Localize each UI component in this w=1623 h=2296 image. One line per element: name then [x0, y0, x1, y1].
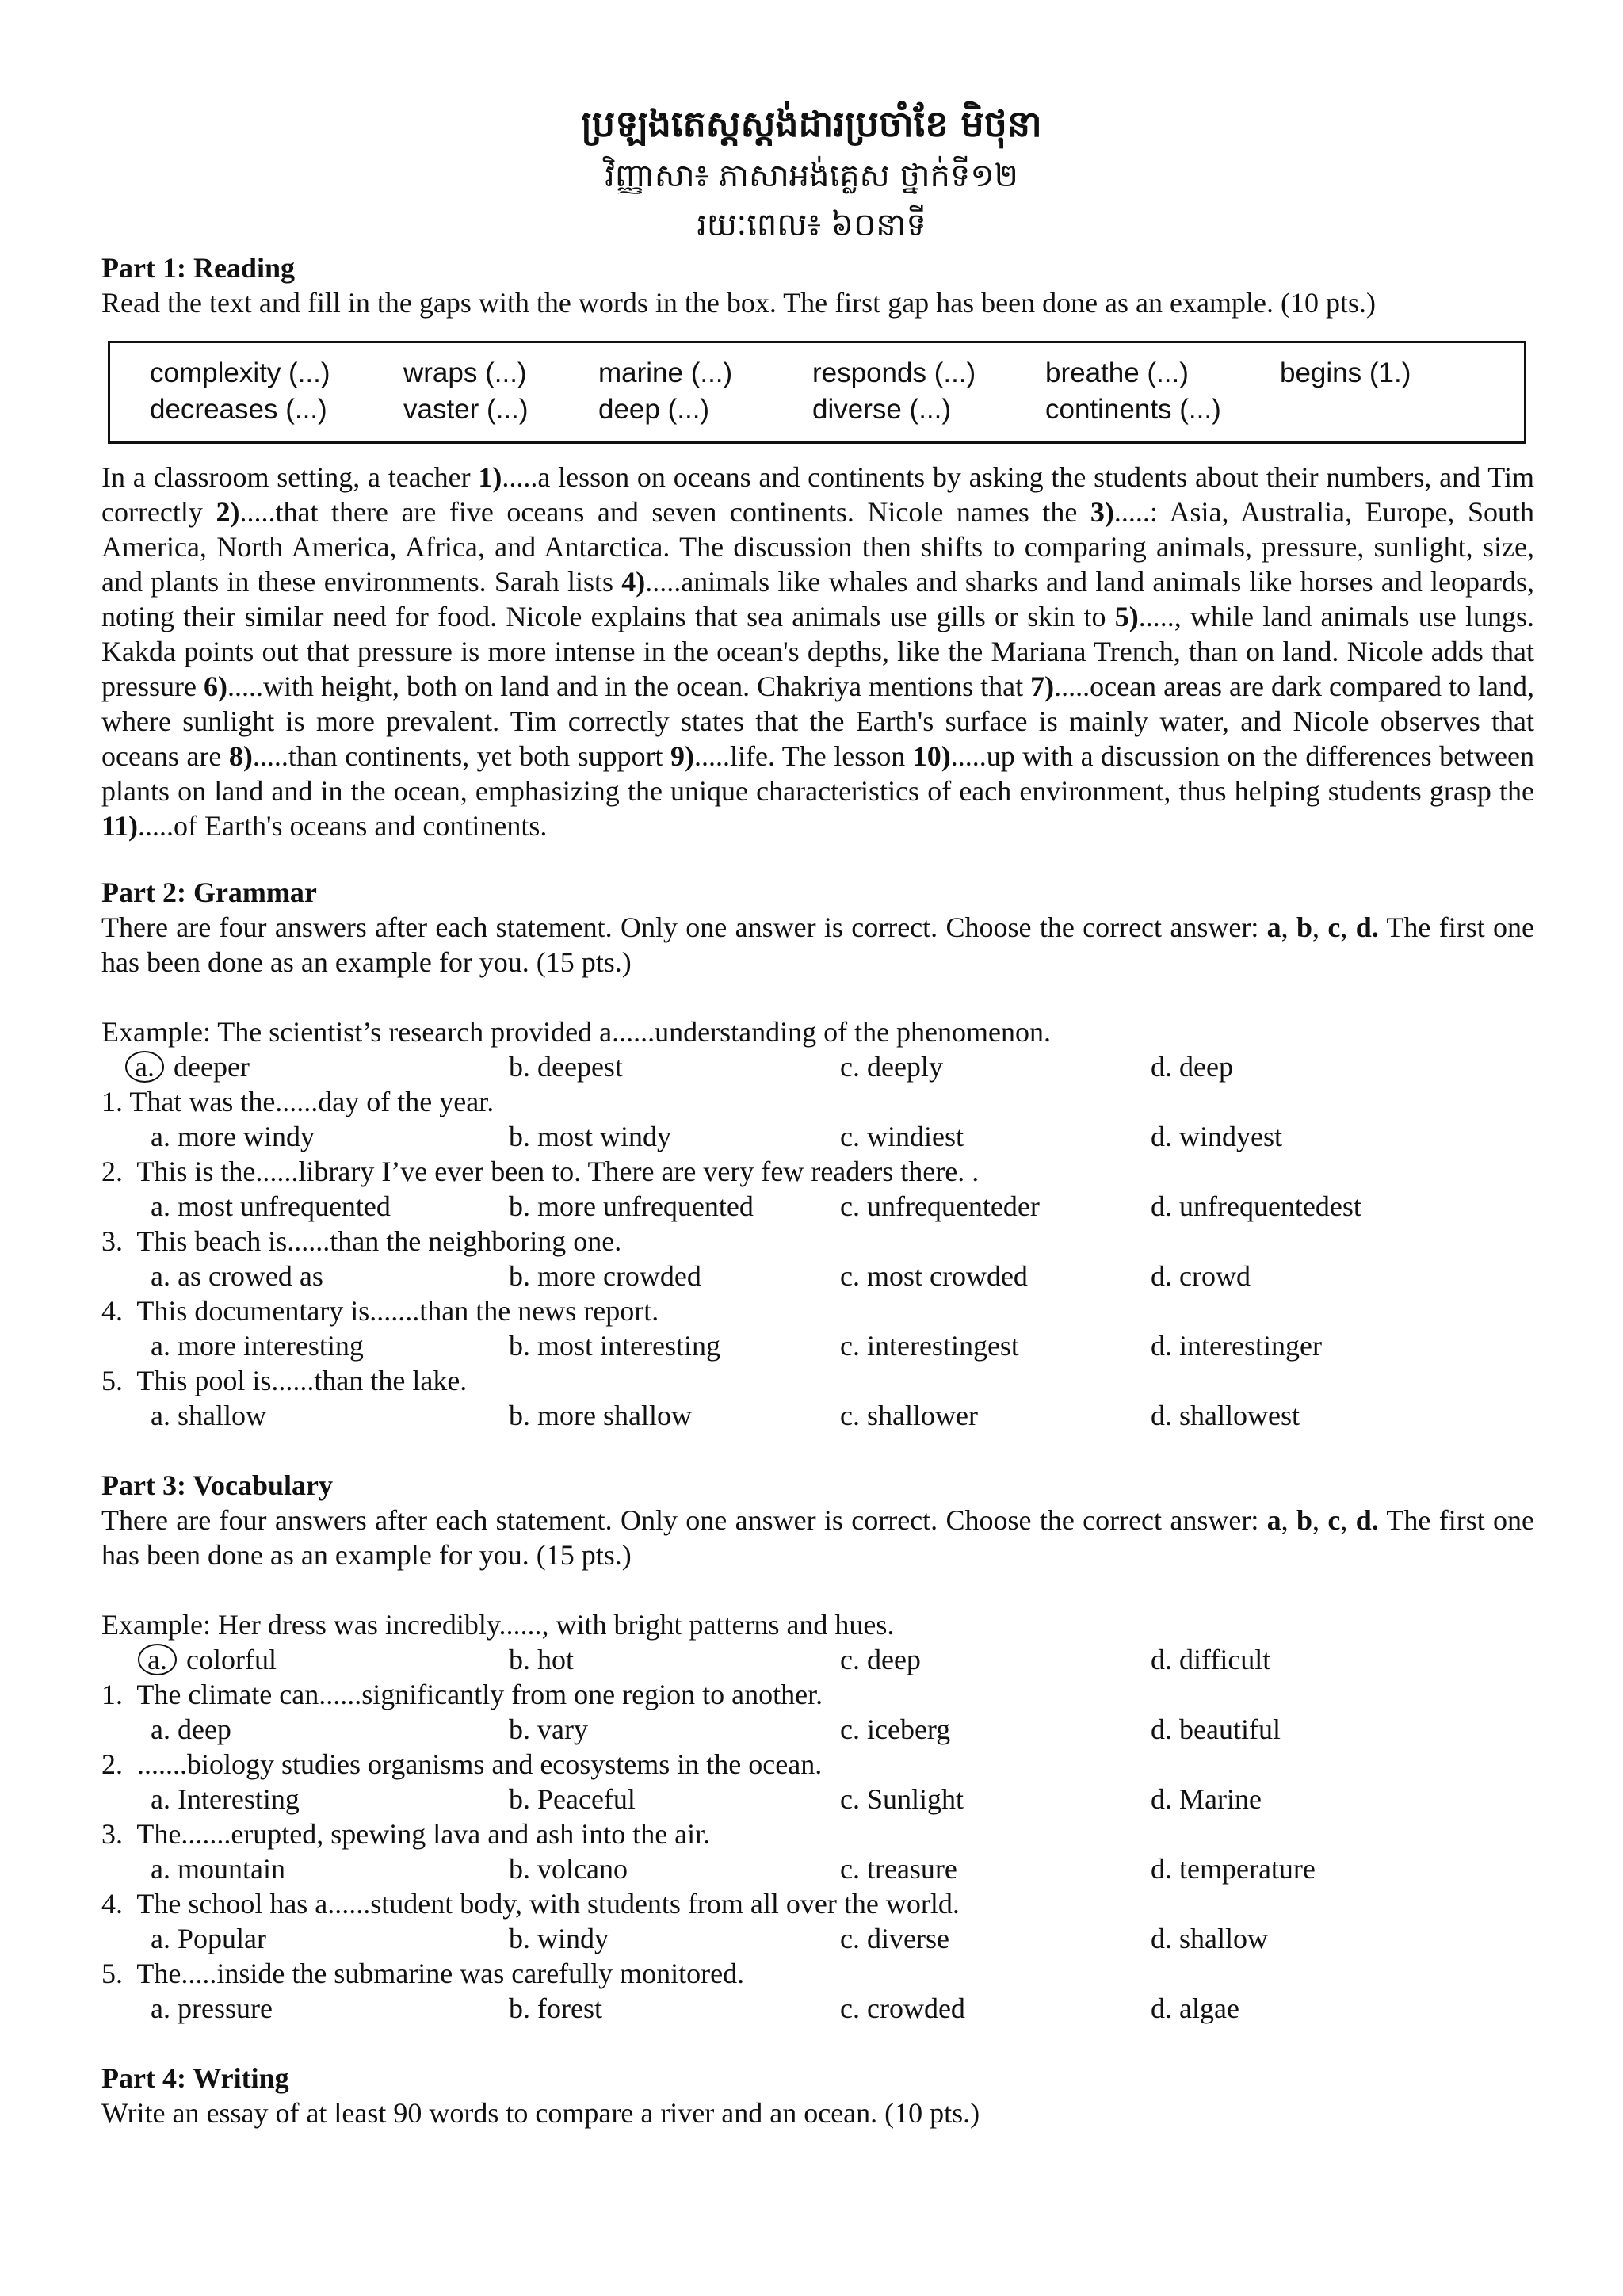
vocab-example-option-b: b. hot	[509, 1644, 575, 1675]
grammar-q5-option-d: d. shallowest	[1151, 1400, 1300, 1431]
circled-answer: a.	[125, 1051, 164, 1083]
grammar-q2-option-b: b. more unfrequented	[509, 1190, 754, 1222]
grammar-q3-option-b: b. more crowded	[509, 1260, 701, 1292]
vocab-q5: 5. The.....inside the submarine was carefully monitored.	[101, 1958, 745, 1989]
grammar-example-answer-a: a. deeper	[125, 1049, 250, 1084]
vocab-q1-option-b: b. vary	[509, 1713, 588, 1745]
vocab-q2-option-c: c. Sunlight	[840, 1783, 964, 1815]
part1-instruction: Read the text and fill in the gaps with the words in the box. The first gap has been done as an example. (10 pts.)	[101, 287, 1376, 319]
vocab-q5-option-b: b. forest	[509, 1992, 602, 2024]
vocab-q5-option-a: a. pressure	[151, 1992, 273, 2024]
vocab-example-answer-a: a. colorful	[138, 1642, 277, 1677]
circled-answer: a.	[138, 1644, 177, 1675]
gap-number: 10)	[912, 740, 951, 772]
vocab-q4-option-d: d. shallow	[1151, 1923, 1268, 1954]
word-option: begins (1.)	[1280, 357, 1411, 388]
gap-number: 1)	[478, 461, 502, 493]
grammar-q1-option-b: b. most windy	[509, 1121, 672, 1152]
gap-number: 4)	[621, 566, 646, 598]
gap-number: 8)	[228, 740, 253, 772]
grammar-q2-option-d: d. unfrequentedest	[1151, 1190, 1361, 1222]
vocab-q1-option-d: d. beautiful	[1151, 1713, 1281, 1745]
vocab-q2-option-a: a. Interesting	[151, 1783, 300, 1815]
grammar-q4-option-b: b. most interesting	[509, 1330, 720, 1362]
gap-number: 5)	[1114, 601, 1139, 632]
grammar-example-option-c: c. deeply	[840, 1051, 943, 1083]
grammar-example-stem: Example: The scientist’s research provided a......understanding of the phenomenon.	[101, 1016, 1052, 1048]
part3-instruction: There are four answers after each statement. Only one answer is correct. Choose the correct answer: a, b, c, d. The first one has been done as an example for you. (15 pts.)	[101, 1504, 1535, 1571]
gap-number: 6)	[203, 670, 227, 702]
vocab-q2-option-b: b. Peaceful	[509, 1783, 636, 1815]
vocab-q4-option-b: b. windy	[509, 1923, 609, 1954]
vocab-q3-option-b: b. volcano	[509, 1853, 628, 1885]
vocab-example-option-c: c. deep	[840, 1644, 921, 1675]
vocab-q3: 3. The.......erupted, spewing lava and ash into the air.	[101, 1818, 711, 1850]
grammar-q5: 5. This pool is......than the lake.	[101, 1365, 468, 1396]
vocab-q4-option-a: a. Popular	[151, 1923, 266, 1954]
grammar-q2: 2. This is the......library I’ve ever been to. There are very few readers there. .	[101, 1156, 980, 1187]
grammar-q4-option-c: c. interestingest	[840, 1330, 1019, 1362]
grammar-q5-option-b: b. more shallow	[509, 1400, 692, 1431]
vocab-q3-option-c: c. treasure	[840, 1853, 957, 1885]
part4-instruction: Write an essay of at least 90 words to compare a river and an ocean. (10 pts.)	[101, 2097, 980, 2129]
word-option: breathe (...)	[1045, 357, 1189, 388]
word-option: vaster (...)	[403, 394, 529, 425]
grammar-q1: 1. That was the......day of the year.	[101, 1086, 495, 1117]
grammar-q3: 3. This beach is......than the neighboring one.	[101, 1225, 622, 1257]
vocab-q1-option-c: c. iceberg	[840, 1713, 951, 1745]
word-option: deep (...)	[598, 394, 710, 425]
word-option: responds (...)	[812, 357, 976, 388]
grammar-q3-option-a: a. as crowed as	[151, 1260, 323, 1292]
vocab-q5-option-d: d. algae	[1151, 1992, 1239, 2024]
vocab-q1: 1. The climate can......significantly from one region to another.	[101, 1679, 823, 1710]
grammar-q1-option-d: d. windyest	[1151, 1121, 1282, 1152]
exam-duration: រយៈពេល៖ ៦០នាទី	[697, 207, 926, 243]
grammar-q5-option-a: a. shallow	[151, 1400, 266, 1431]
vocab-q3-option-d: d. temperature	[1151, 1853, 1316, 1885]
grammar-q3-option-d: d. crowd	[1151, 1260, 1251, 1292]
word-option: complexity (...)	[150, 357, 330, 388]
word-option: wraps (...)	[403, 357, 527, 388]
grammar-q1-option-a: a. more windy	[151, 1121, 315, 1152]
part2-title: Part 2: Grammar	[101, 877, 317, 908]
part3-title: Part 3: Vocabulary	[101, 1469, 333, 1501]
word-box	[108, 341, 1526, 444]
word-option: decreases (...)	[150, 394, 327, 425]
grammar-q5-option-c: c. shallower	[840, 1400, 978, 1431]
grammar-example-option-d: d. deep	[1151, 1051, 1233, 1083]
vocab-q4-option-c: c. diverse	[840, 1923, 949, 1954]
vocab-example-stem: Example: Her dress was incredibly......, with bright patterns and hues.	[101, 1609, 895, 1641]
reading-passage: In a classroom setting, a teacher 1).....a lesson on oceans and continents by asking the students about their numbers, and Tim correctly 2).....that there are five oceans and seven continents. Nicole names the 3).....: Asia, Australia, Europe, South America, North America, Africa, and Antarctica. The discussion then shifts to comparing animals, pressure, sunlight, size, and plants in these environments. Sarah lists 4).....animals like whales and sharks and land animals like horses and leopards, noting their similar need for food. Nicole explains that sea animals use gills or skin to 5)....., while land animals use lungs. Kakda points out that pressure is more intense in the ocean's depths, like the Mariana Trench, than on land. Nicole adds that pressure 6).....with height, both on land and in the ocean. Chakriya mentions that 7).....ocean areas are dark compared to land, where sunlight is more prevalent. Tim correctly states that the Earth's surface is mainly water, and Nicole observes that oceans are 8).....than continents, yet both support 9).....life. The lesson 10).....up with a discussion on the differences between plants on land and in the ocean, emphasizing the unique characteristics of each environment, thus helping students grasp the 11).....of Earth's oceans and continents.	[101, 461, 1535, 842]
vocab-q2-option-d: d. Marine	[1151, 1783, 1262, 1815]
grammar-q2-option-a: a. most unfrequented	[151, 1190, 391, 1222]
vocab-q3-option-a: a. mountain	[151, 1853, 285, 1885]
word-option: marine (...)	[598, 357, 733, 388]
grammar-q2-option-c: c. unfrequenteder	[840, 1190, 1040, 1222]
part1-title: Part 1: Reading	[101, 252, 295, 284]
word-option: diverse (...)	[812, 394, 952, 425]
grammar-q4: 4. This documentary is.......than the news report.	[101, 1295, 659, 1327]
grammar-example-option-b: b. deepest	[509, 1051, 623, 1083]
vocab-q1-option-a: a. deep	[151, 1713, 231, 1745]
gap-number: 2)	[216, 496, 240, 528]
vocab-q4: 4. The school has a......student body, with students from all over the world.	[101, 1888, 960, 1920]
part4-title: Part 4: Writing	[101, 2062, 289, 2094]
vocab-example-option-d: d. difficult	[1151, 1644, 1271, 1675]
grammar-q4-option-a: a. more interesting	[151, 1330, 364, 1362]
grammar-q1-option-c: c. windiest	[840, 1121, 964, 1152]
part2-instruction: There are four answers after each statement. Only one answer is correct. Choose the correct answer: a, b, c, d. The first one has been done as an example for you. (15 pts.)	[101, 911, 1535, 978]
exam-subject: វិញ្ញាសា៖ ភាសាអង់គ្លេស ថ្នាក់ទី១២	[605, 158, 1018, 194]
vocab-q5-option-c: c. crowded	[840, 1992, 965, 2024]
grammar-q4-option-d: d. interestinger	[1151, 1330, 1322, 1362]
gap-number: 3)	[1090, 496, 1114, 528]
gap-number: 11)	[101, 810, 139, 842]
exam-title: ប្រឡងតេស្តស្តង់ដារប្រចាំខែ មិថុនា	[581, 102, 1042, 145]
gap-number: 7)	[1030, 670, 1055, 702]
grammar-q3-option-c: c. most crowded	[840, 1260, 1028, 1292]
vocab-q2: 2. .......biology studies organisms and ecosystems in the ocean.	[101, 1748, 823, 1780]
gap-number: 9)	[670, 740, 695, 772]
word-option: continents (...)	[1045, 394, 1221, 425]
